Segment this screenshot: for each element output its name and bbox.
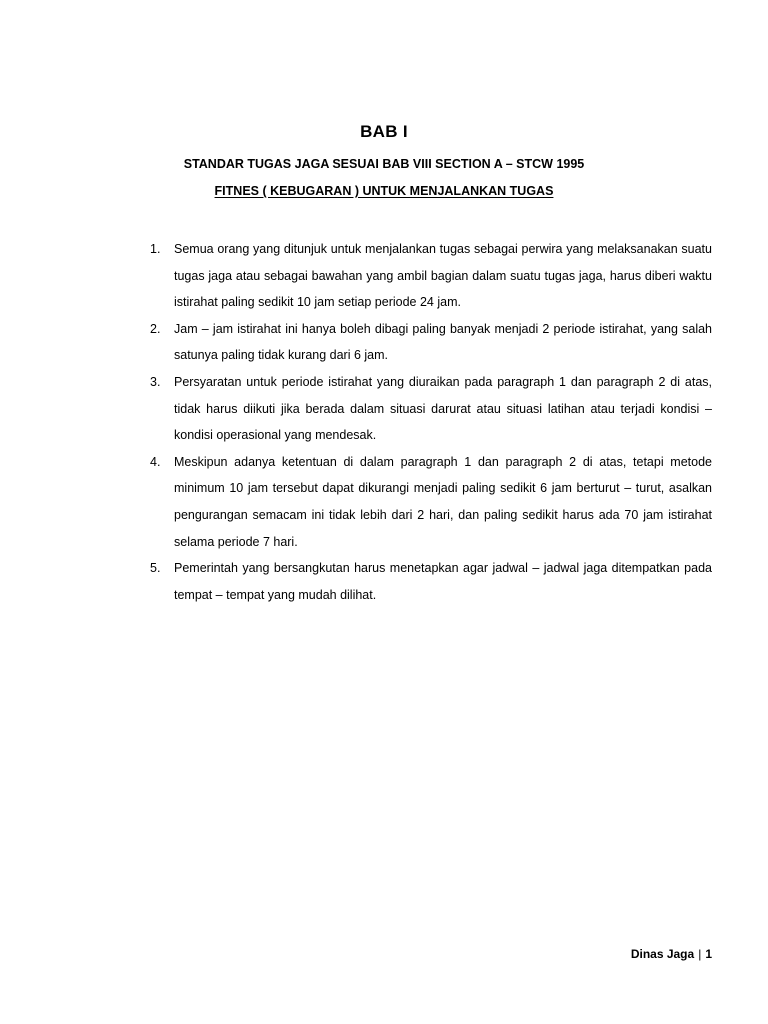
list-item-text: Meskipun adanya ketentuan di dalam paragraph 1 dan paragraph 2 di atas, tetapi metode minimum 10 jam tersebut dapat dikurangi menjadi paling sedikit 6 jam berturut – turut, asalkan pengurangan semacam ini tidak lebih dari 2 hari, dan paling sedikit harus ada 70 jam istirahat selama periode 7 hari.	[174, 454, 712, 549]
list-item-number: 2.	[150, 321, 161, 336]
footer-label: Dinas Jaga	[630, 947, 695, 961]
list-item-number: 5.	[150, 561, 161, 576]
rules-list	[150, 236, 712, 608]
list-item-text: Persyaratan untuk periode istirahat yang diuraikan pada paragraph 1 dan paragraph 2 di atas, tidak harus diikuti jika berada dalam situasi darurat atau situasi latihan atau terjadi kondisi – kondisi operasional yang mendesak.	[174, 374, 712, 443]
footer-separator: |	[698, 947, 702, 961]
list-item	[150, 449, 712, 555]
chapter-title: BAB I	[360, 122, 408, 141]
page-footer	[631, 947, 712, 961]
list-item	[150, 236, 712, 316]
document-subtitle: STANDAR TUGAS JAGA SESUAI BAB VIII SECTION A – STCW 1995	[183, 157, 585, 171]
section-title-wrapper	[0, 184, 768, 198]
list-item-text: Semua orang yang ditunjuk untuk menjalankan tugas sebagai perwira yang melaksanakan suatu tugas jaga atau sebagai bawahan yang ambil bagian dalam suatu tugas jaga, harus diberi waktu istirahat paling sedikit 10 jam setiap periode 24 jam.	[174, 242, 712, 310]
list-item-number: 1.	[150, 242, 161, 256]
section-title: FITNES ( KEBUGARAN ) UNTUK MENJALANKAN TUGAS	[214, 184, 554, 198]
list-item	[150, 369, 712, 449]
list-item-text: Pemerintah yang bersangkutan harus menetapkan agar jadwal – jadwal jaga ditempatkan pada tempat – tempat yang mudah dilihat.	[174, 561, 712, 602]
page-number: 1	[705, 947, 712, 961]
list-item	[150, 316, 712, 369]
list-item-number: 3.	[150, 374, 161, 389]
list-item-number: 4.	[150, 454, 161, 469]
list-item-text: Jam – jam istirahat ini hanya boleh dibagi paling banyak menjadi 2 periode istirahat, yang salah satunya paling tidak kurang dari 6 jam.	[174, 321, 712, 363]
list-item	[150, 555, 712, 608]
